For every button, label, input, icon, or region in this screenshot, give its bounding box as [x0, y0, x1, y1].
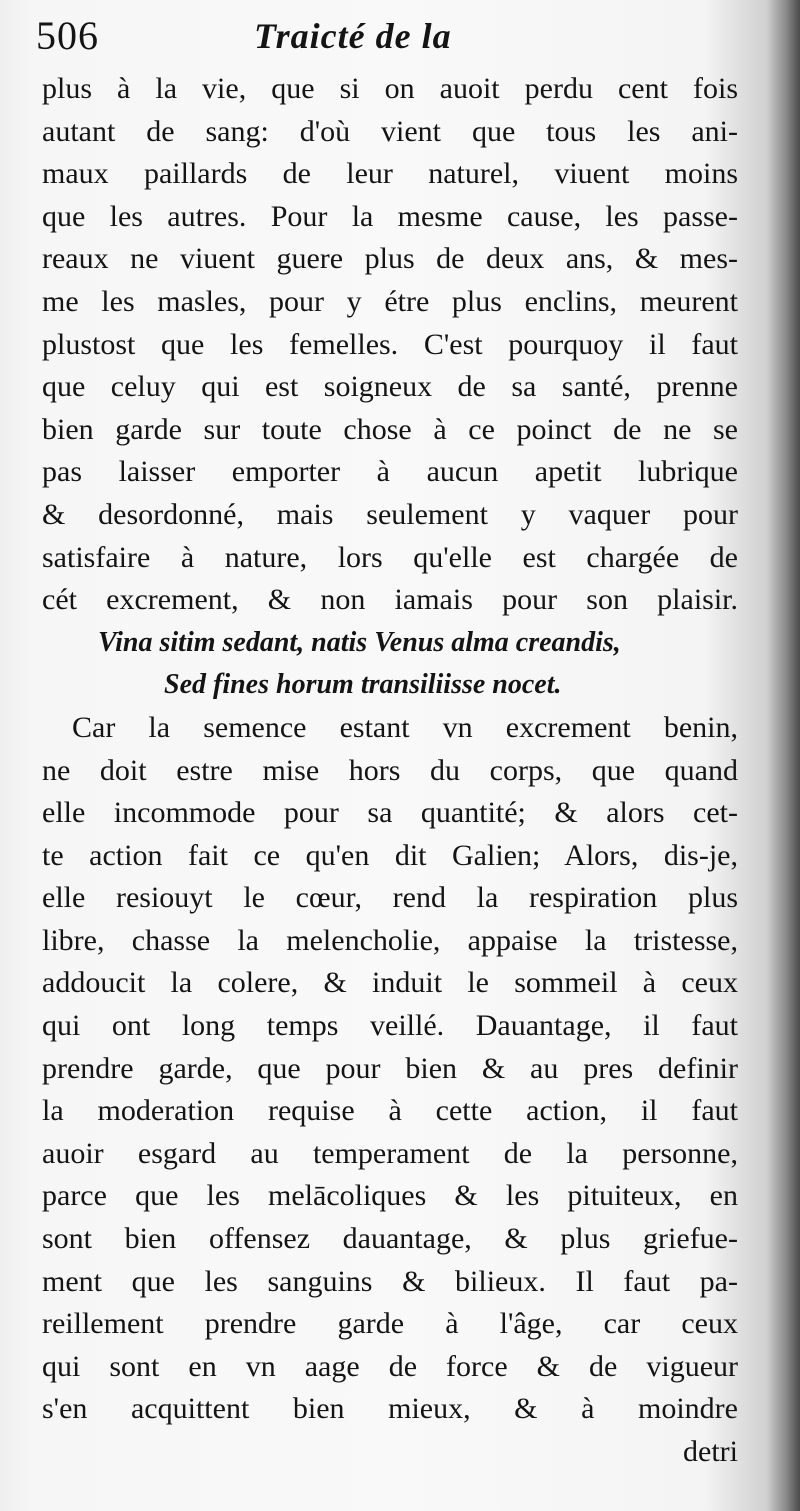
- page-edge-shadow: [766, 0, 800, 1511]
- text-line: addoucit la colere, & induit le sommeil à ceux: [42, 966, 738, 1000]
- text-line: maux paillards de leur naturel, viuent moins: [42, 157, 738, 191]
- text-line: que celuy qui est soigneux de sa santé, prenne: [42, 370, 738, 404]
- text-line: elle resiouyt le cœur, rend la respiration plus: [42, 881, 738, 915]
- text-line: te action fait ce qu'en dit Galien; Alors, dis-je,: [42, 838, 738, 872]
- text-line: autant de sang: d'où vient que tous les ani-: [42, 114, 738, 148]
- text-line: reaux ne viuent guere plus de deux ans, & mes-: [42, 242, 738, 276]
- text-line: prendre garde, que pour bien & au pres definir: [42, 1051, 738, 1085]
- text-line: libre, chasse la melencholie, appaise la tristesse,: [42, 923, 738, 957]
- text-line: plustost que les femelles. C'est pourquoy il faut: [42, 327, 738, 361]
- text-line: pas laisser emporter à aucun apetit lubrique: [42, 455, 738, 489]
- text-line: la moderation requise à cette action, il faut: [42, 1094, 738, 1128]
- text-line: que les autres. Pour la mesme cause, les passe-: [42, 199, 738, 233]
- text-line: parce que les melācoliques & les pituiteux, en: [42, 1179, 738, 1213]
- text-line: reillement prendre garde à l'âge, car ceux: [42, 1307, 738, 1341]
- text-line: ment que les sanguins & bilieux. Il faut pa-: [42, 1264, 738, 1298]
- latin-verse-line: Sed fines horum transiliisse nocet.: [164, 669, 562, 701]
- text-line: auoir esgard au temperament de la personne,: [42, 1136, 738, 1170]
- text-line: s'en acquittent bien mieux, & à moindre: [42, 1392, 738, 1426]
- text-line: sont bien offensez dauantage, & plus griefue-: [42, 1222, 738, 1256]
- body-text: [42, 68, 738, 1474]
- page-header: [36, 10, 496, 62]
- page-number: 506: [36, 13, 99, 58]
- text-line: & desordonné, mais seulement y vaquer pour: [42, 497, 738, 531]
- running-head: Traicté de la: [254, 16, 452, 56]
- text-line: bien garde sur toute chose à ce poinct de ne se: [42, 412, 738, 446]
- text-line: cét excrement, & non iamais pour son plaisir.: [42, 583, 738, 617]
- text-line: qui sont en vn aage de force & de vigueur: [42, 1349, 738, 1383]
- text-line: qui ont long temps veillé. Dauantage, il faut: [42, 1009, 738, 1043]
- text-line: elle incommode pour sa quantité; & alors cet-: [42, 796, 738, 830]
- text-line: me les masles, pour y étre plus enclins, meurent: [42, 284, 738, 318]
- text-line: plus à la vie, que si on auoit perdu cent fois: [42, 72, 738, 105]
- latin-verse-line: Vina sitim sedant, natis Venus alma creandis,: [98, 626, 621, 658]
- text-line: satisfaire à nature, lors qu'elle est chargée de: [42, 540, 738, 574]
- text-line: ne doit estre mise hors du corps, que quand: [42, 753, 738, 787]
- text-line: Car la semence estant vn excrement benin,: [72, 710, 738, 744]
- catchword: detri: [683, 1435, 738, 1468]
